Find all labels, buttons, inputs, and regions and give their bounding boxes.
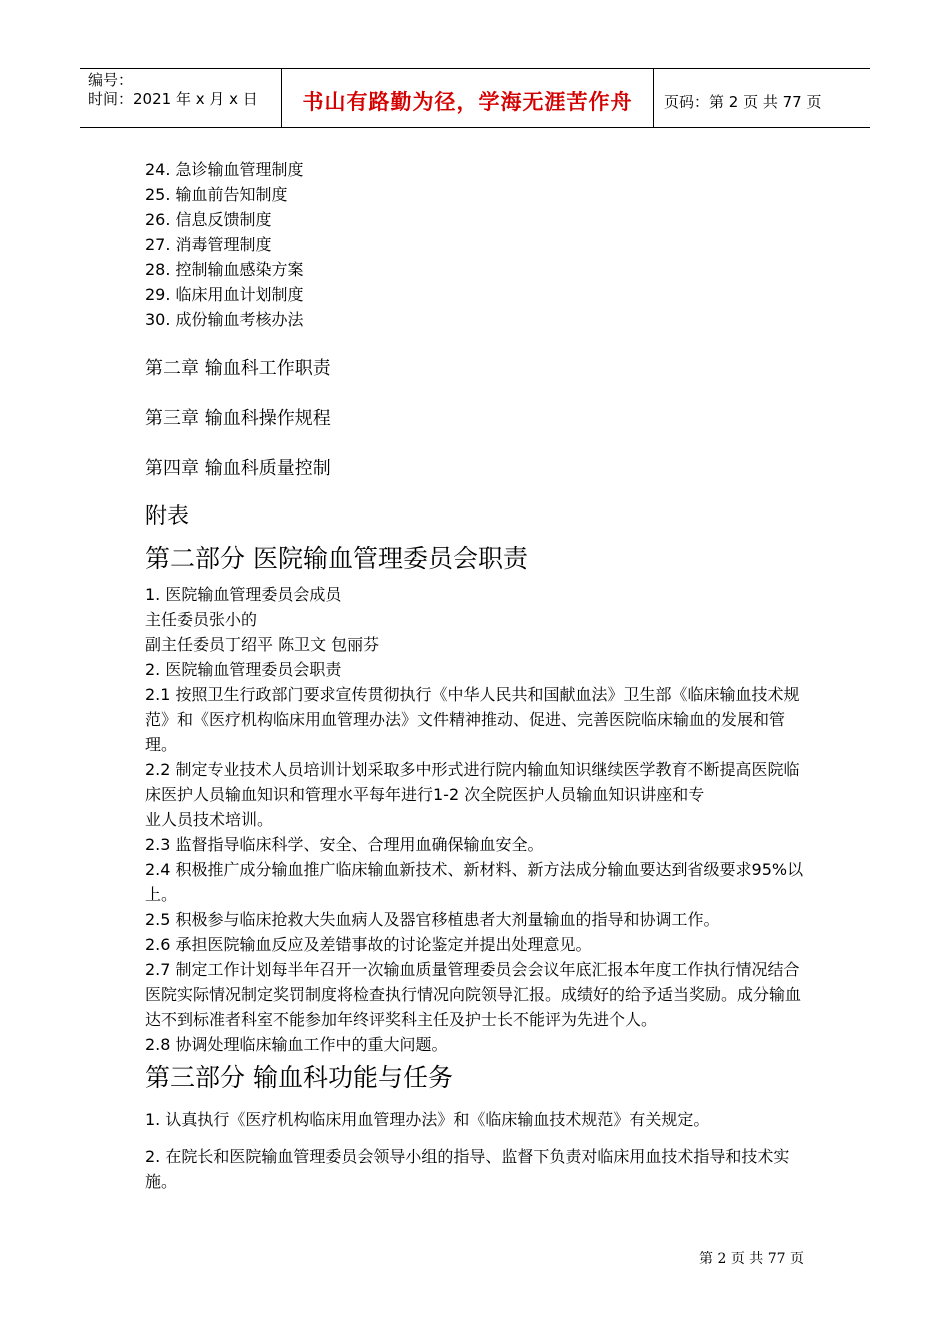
page-footer: 第 2 页 共 77 页 bbox=[699, 1251, 804, 1267]
paragraph: 2.6 承担医院输血反应及差错事故的讨论鉴定并提出处理意见。 bbox=[145, 935, 592, 954]
header-page-label: 页码：第 2 页 共 77 页 bbox=[664, 92, 822, 111]
toc-item: 28. 控制输血感染方案 bbox=[145, 260, 304, 279]
part3-content bbox=[145, 1107, 815, 1194]
toc-item: 24. 急诊输血管理制度 bbox=[145, 160, 304, 179]
toc-list bbox=[145, 157, 815, 332]
paragraph: 2.5 积极参与临床抢救大失血病人及器官移植患者大剂量输血的指导和协调工作。 bbox=[145, 910, 720, 929]
paragraph: 2.8 协调处理临床输血工作中的重大问题。 bbox=[145, 1035, 448, 1054]
header-motto: 书山有路勤为径，学海无涯苦作舟 bbox=[282, 69, 654, 127]
paragraph: 1. 医院输血管理委员会成员 bbox=[145, 585, 342, 604]
paragraph: 2. 医院输血管理委员会职责 bbox=[145, 660, 342, 679]
document-time-label: 时间：2021 年 x 月 x 日 bbox=[88, 90, 258, 108]
paragraph: 2.4 积极推广成分输血推广临床输血新技术、新材料、新方法成分输血要达到省级要求95%以上。 bbox=[145, 860, 804, 904]
toc-item: 25. 输血前告知制度 bbox=[145, 185, 288, 204]
paragraph: 2.1 按照卫生行政部门要求宣传贯彻执行《中华人民共和国献血法》卫生部《临床输血技术规范》和《医疗机构临床用血管理办法》文件精神推动、促进、完善医院临床输血的发展和管理。 bbox=[145, 685, 800, 754]
document-number-label: 编号： bbox=[88, 71, 134, 89]
paragraph: 2. 在院长和医院输血管理委员会领导小组的指导、监督下负责对临床用血技术指导和技术实施。 bbox=[145, 1147, 790, 1191]
annex-heading: 附表 bbox=[145, 504, 190, 529]
paragraph: 副主任委员丁绍平 陈卫文 包丽芬 bbox=[145, 635, 380, 654]
chapter-heading: 第三章 输血科操作规程 bbox=[145, 408, 331, 429]
paragraph: 主任委员张小的 bbox=[145, 610, 258, 629]
part3-title: 第三部分 输血科功能与任务 bbox=[145, 1063, 453, 1092]
header-meta bbox=[80, 69, 282, 127]
document-body bbox=[145, 157, 815, 1194]
toc-item: 29. 临床用血计划制度 bbox=[145, 285, 304, 304]
chapter-heading: 第四章 输血科质量控制 bbox=[145, 458, 331, 479]
toc-item: 30. 成份输血考核办法 bbox=[145, 310, 304, 329]
part2-title: 第二部分 医院输血管理委员会职责 bbox=[145, 544, 528, 573]
chapter-heading: 第二章 输血科工作职责 bbox=[145, 358, 331, 379]
part2-content bbox=[145, 582, 815, 1057]
page-header bbox=[80, 68, 870, 128]
paragraph: 2.2 制定专业技术人员培训计划采取多中形式进行院内输血知识继续医学教育不断提高医院临床医护人员输血知识和管理水平每年进行1-2 次全院医护人员输血知识讲座和专 bbox=[145, 760, 800, 804]
paragraph: 2.7 制定工作计划每半年召开一次输血质量管理委员会会议年底汇报本年度工作执行情况结合医院实际情况制定奖罚制度将检查执行情况向院领导汇报。成绩好的给予适当奖励。成分输血达不到标准者科室不能参加年终评奖科主任及护士长不能评为先进个人。 bbox=[145, 960, 802, 1029]
toc-item: 26. 信息反馈制度 bbox=[145, 210, 272, 229]
paragraph: 1. 认真执行《医疗机构临床用血管理办法》和《临床输血技术规范》有关规定。 bbox=[145, 1110, 710, 1129]
paragraph: 2.3 监督指导临床科学、安全、合理用血确保输血安全。 bbox=[145, 835, 544, 854]
toc-item: 27. 消毒管理制度 bbox=[145, 235, 272, 254]
paragraph: 业人员技术培训。 bbox=[145, 810, 274, 829]
